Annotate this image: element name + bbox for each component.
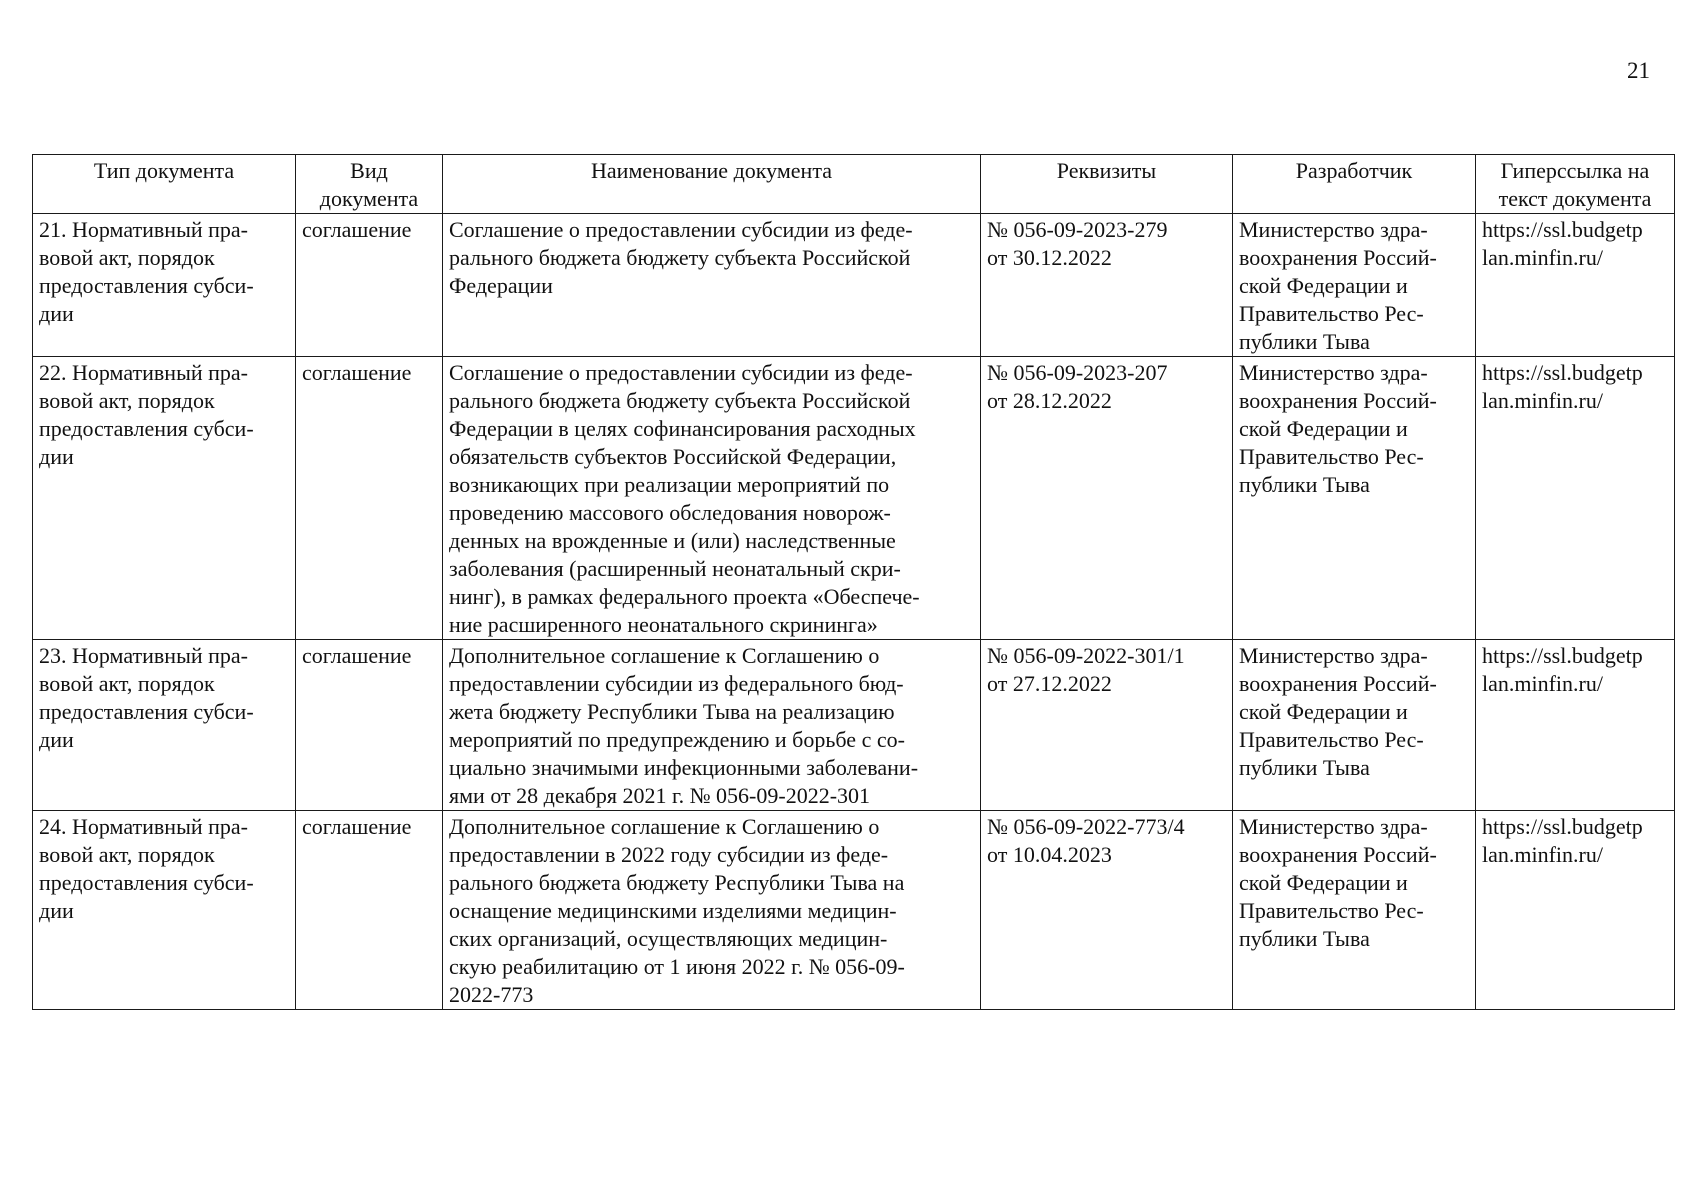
cell-doc-name: Соглашение о предоставлении субсидии из феде- рального бюджета бюджету субъекта Российской Федерации: [443, 214, 981, 357]
cell-doc-details: № 056-09-2023-207 от 28.12.2022: [981, 357, 1233, 640]
header-doc-type: Тип документа: [33, 155, 296, 214]
cell-doc-developer: Министерство здра- воохранения Россий- ской Федерации и Правительство Рес- публики Тыва: [1233, 640, 1476, 811]
cell-doc-details: № 056-09-2022-301/1 от 27.12.2022: [981, 640, 1233, 811]
cell-doc-name: Дополнительное соглашение к Соглашению о предоставлении субсидии из федерального бюд- жета бюджету Республики Тыва на реализацию мероприятий по предупреждению и борьбе с со- циально значимыми инфекционными заболевани- ями от 28 декабря 2021 г. № 056-09-2022-301: [443, 640, 981, 811]
header-doc-kind: Вид документа: [296, 155, 443, 214]
header-doc-details: Реквизиты: [981, 155, 1233, 214]
table-row: [33, 357, 1675, 640]
cell-doc-kind: соглашение: [296, 811, 443, 1010]
header-doc-name: Наименование документа: [443, 155, 981, 214]
cell-doc-type: 22. Нормативный пра- вовой акт, порядок предоставления субси- дии: [33, 357, 296, 640]
page-number: 21: [1627, 58, 1650, 83]
cell-doc-developer: Министерство здра- воохранения Россий- ской Федерации и Правительство Рес- публики Тыва: [1233, 357, 1476, 640]
header-doc-developer: Разработчик: [1233, 155, 1476, 214]
cell-doc-link[interactable]: https://ssl.budgetp lan.minfin.ru/: [1476, 357, 1675, 640]
cell-doc-type: 24. Нормативный пра- вовой акт, порядок предоставления субси- дии: [33, 811, 296, 1010]
cell-doc-developer: Министерство здра- воохранения Россий- ской Федерации и Правительство Рес- публики Тыва: [1233, 214, 1476, 357]
cell-doc-type: 23. Нормативный пра- вовой акт, порядок предоставления субси- дии: [33, 640, 296, 811]
cell-doc-details: № 056-09-2023-279 от 30.12.2022: [981, 214, 1233, 357]
table-row: [33, 640, 1675, 811]
table-header-row: [33, 155, 1675, 214]
cell-doc-kind: соглашение: [296, 214, 443, 357]
cell-doc-kind: соглашение: [296, 357, 443, 640]
cell-doc-type: 21. Нормативный пра- вовой акт, порядок предоставления субси- дии: [33, 214, 296, 357]
table-row: [33, 214, 1675, 357]
documents-table: [32, 154, 1675, 1010]
cell-doc-link[interactable]: https://ssl.budgetp lan.minfin.ru/: [1476, 640, 1675, 811]
cell-doc-link[interactable]: https://ssl.budgetp lan.minfin.ru/: [1476, 214, 1675, 357]
header-doc-link: Гиперссылка на текст документа: [1476, 155, 1675, 214]
cell-doc-name: Соглашение о предоставлении субсидии из феде- рального бюджета бюджету субъекта Российской Федерации в целях софинансирования расходных обязательств субъектов Российской Федерации, возникающих при реализации мероприятий по проведению массового обследования новорож- денных на врожденные и (или) наследственные заболевания (расширенный неонатальный скри- нинг), в рамках федерального проекта «Обеспече- ние расширенного неонатального скрининга»: [443, 357, 981, 640]
cell-doc-kind: соглашение: [296, 640, 443, 811]
cell-doc-name: Дополнительное соглашение к Соглашению о предоставлении в 2022 году субсидии из феде- рального бюджета бюджету Республики Тыва на оснащение медицинскими изделиями медицин- ских организаций, осуществляющих медицин- скую реабилитацию от 1 июня 2022 г. № 056-09- 2022-773: [443, 811, 981, 1010]
table-row: [33, 811, 1675, 1010]
cell-doc-details: № 056-09-2022-773/4 от 10.04.2023: [981, 811, 1233, 1010]
cell-doc-link[interactable]: https://ssl.budgetp lan.minfin.ru/: [1476, 811, 1675, 1010]
cell-doc-developer: Министерство здра- воохранения Россий- ской Федерации и Правительство Рес- публики Тыва: [1233, 811, 1476, 1010]
